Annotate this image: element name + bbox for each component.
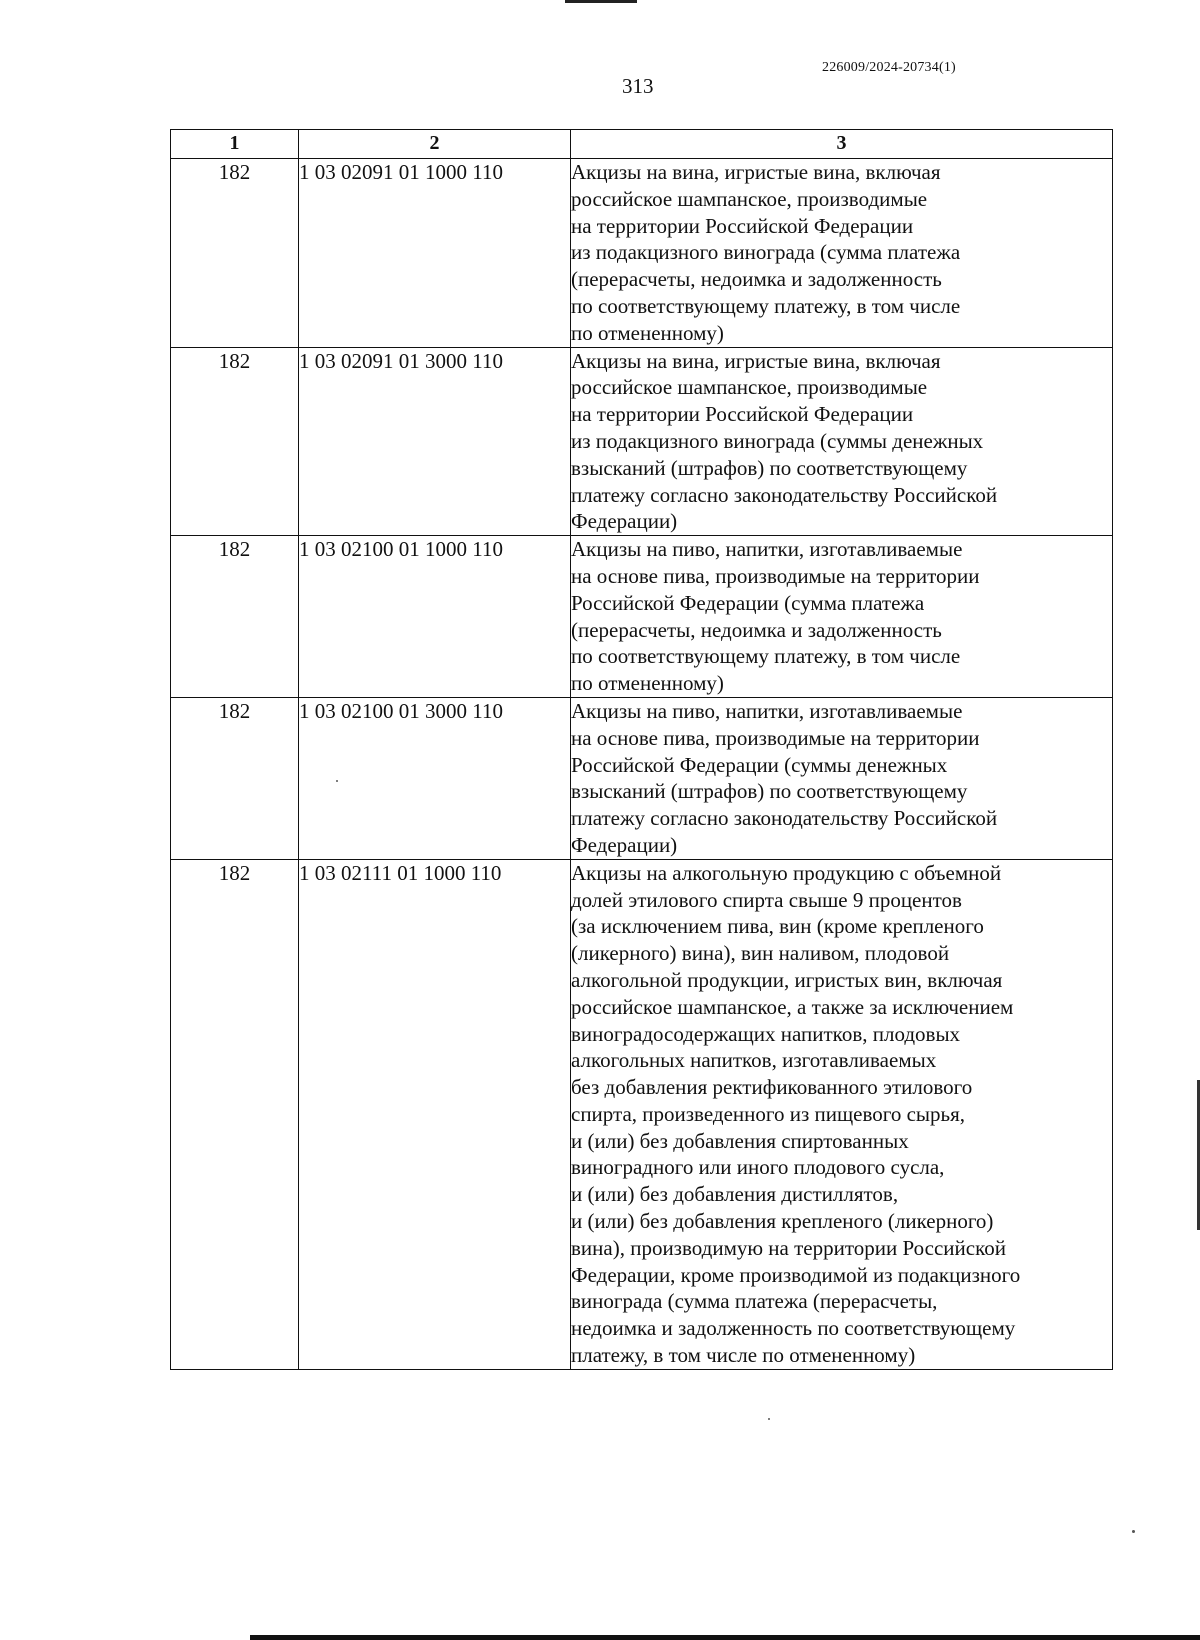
description-line: по соответствующему платежу, в том числе — [571, 293, 961, 318]
table-row — [171, 347, 1113, 536]
column-header-1: 1 — [171, 130, 299, 159]
description-line: российское шампанское, производимые — [571, 375, 928, 400]
budget-classification-code-cell: 1 03 02091 01 3000 110 — [299, 347, 571, 536]
description-line: российское шампанское, производимые — [571, 186, 928, 211]
budget-classification-code-cell: 1 03 02111 01 1000 110 — [299, 859, 571, 1369]
description-line: спирта, произведенного из пищевого сырья, — [571, 1101, 965, 1126]
description-line: виноградного или иного плодового сусла, — [571, 1155, 945, 1180]
budget-classification-code-cell: 1 03 02091 01 1000 110 — [299, 159, 571, 348]
description-line: из подакцизного винограда (сумма платежа — [571, 240, 961, 265]
table-row — [171, 159, 1113, 348]
description-line: Акцизы на пиво, напитки, изготавливаемые — [571, 698, 963, 723]
description-line: взысканий (штрафов) по соответствующему — [571, 455, 968, 480]
administrator-code-cell: 182 — [171, 159, 299, 348]
page-number: 313 — [622, 74, 654, 98]
budget-codes-table — [170, 129, 1113, 1370]
description-line: алкогольной продукции, игристых вин, включая — [571, 967, 1003, 992]
table-body — [171, 159, 1113, 1370]
description-line: Акцизы на алкогольную продукцию с объемной — [571, 860, 1002, 885]
administrator-code-cell: 182 — [171, 536, 299, 698]
description-line: виноградосодержащих напитков, плодовых — [571, 1021, 961, 1046]
column-header-3: 3 — [571, 130, 1113, 159]
description-line: без добавления ректификованного этилового — [571, 1075, 973, 1100]
scan-speck — [1132, 1530, 1135, 1533]
description-line: по отмененному) — [571, 671, 724, 696]
description-line: и (или) без добавления спиртованных — [571, 1128, 909, 1153]
description-line: платежу согласно законодательству Российской — [571, 806, 998, 831]
revenue-description-cell — [571, 697, 1113, 859]
description-line: и (или) без добавления дистиллятов, — [571, 1182, 899, 1207]
table-row — [171, 697, 1113, 859]
administrator-code-cell: 182 — [171, 347, 299, 536]
description-line: вина), производимую на территории Российской — [571, 1235, 1006, 1260]
description-line: на основе пива, производимые на территории — [571, 725, 980, 750]
description-line: Акцизы на пиво, напитки, изготавливаемые — [571, 537, 963, 562]
description-line: Российской Федерации (суммы денежных — [571, 752, 948, 777]
description-line: (за исключением пива, вин (кроме крепленого — [571, 914, 984, 939]
description-line: недоимка и задолженность по соответствующему — [571, 1316, 1016, 1341]
document-registration-number: 226009/2024-20734(1) — [822, 60, 956, 75]
description-line: (ликерного) вина), вин наливом, плодовой — [571, 941, 950, 966]
scan-speck — [768, 1418, 770, 1420]
scan-speck — [336, 780, 338, 782]
description-line: и (или) без добавления крепленого (ликерного) — [571, 1209, 994, 1234]
description-line: на основе пива, производимые на территории — [571, 563, 980, 588]
revenue-description-cell — [571, 859, 1113, 1369]
revenue-description-cell — [571, 159, 1113, 348]
revenue-description-cell — [571, 536, 1113, 698]
description-line: на территории Российской Федерации — [571, 213, 914, 238]
description-line: Акцизы на вина, игристые вина, включая — [571, 160, 941, 184]
budget-classification-code-cell: 1 03 02100 01 3000 110 — [299, 697, 571, 859]
description-line: Федерации) — [571, 509, 678, 534]
description-line: Федерации) — [571, 832, 678, 857]
description-line: (перерасчеты, недоимка и задолженность — [571, 267, 942, 292]
description-line: (перерасчеты, недоимка и задолженность — [571, 617, 942, 642]
table-row — [171, 859, 1113, 1369]
description-line: платежу согласно законодательству Российской — [571, 482, 998, 507]
description-line: Акцизы на вина, игристые вина, включая — [571, 348, 941, 373]
description-line: российское шампанское, а также за исключением — [571, 994, 1014, 1019]
budget-classification-code-cell: 1 03 02100 01 1000 110 — [299, 536, 571, 698]
scan-top-mark — [565, 0, 637, 3]
description-line: Российской Федерации (сумма платежа — [571, 590, 925, 615]
description-line: по отмененному) — [571, 320, 724, 345]
description-line: долей этилового спирта свыше 9 процентов — [571, 887, 962, 912]
description-line: алкогольных напитков, изготавливаемых — [571, 1048, 937, 1073]
description-line: по соответствующему платежу, в том числе — [571, 644, 961, 669]
description-line: взысканий (штрафов) по соответствующему — [571, 779, 968, 804]
table-header-row — [171, 130, 1113, 159]
description-line: из подакцизного винограда (суммы денежных — [571, 428, 984, 453]
revenue-description-cell — [571, 347, 1113, 536]
description-line: винограда (сумма платежа (перерасчеты, — [571, 1289, 938, 1314]
description-line: Федерации, кроме производимой из подакцизного — [571, 1262, 1021, 1287]
administrator-code-cell: 182 — [171, 697, 299, 859]
column-header-2: 2 — [299, 130, 571, 159]
administrator-code-cell: 182 — [171, 859, 299, 1369]
table-row — [171, 536, 1113, 698]
scan-bottom-edge — [250, 1635, 1200, 1640]
description-line: платежу, в том числе по отмененному) — [571, 1343, 916, 1368]
description-line: на территории Российской Федерации — [571, 402, 914, 427]
